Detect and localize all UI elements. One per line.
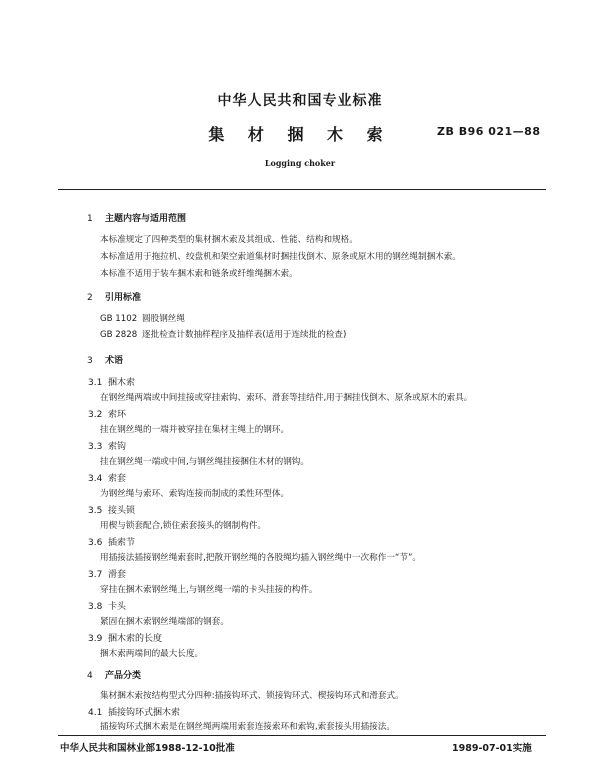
term-definition: 穿挂在捆木索钢丝绳上,与钢丝绳一端的卡头挂接的构件。 xyxy=(100,585,318,595)
approval-note: 中华人民共和国林业部1988-12-10批准 xyxy=(60,743,235,754)
term-definition: 挂在钢丝绳的一端并被穿挂在集材主绳上的钢环。 xyxy=(100,425,290,435)
paragraph: 本标准不适用于装车捆木索和链条或纤维绳捆木索。 xyxy=(100,269,298,279)
term-number: 3.5 xyxy=(88,506,103,516)
term-heading xyxy=(88,375,135,388)
reference-text: 逐批检查计数抽样程序及抽样表(适用于连续批的检查) xyxy=(142,330,347,340)
section-title: 术语 xyxy=(105,356,124,366)
term-number: 3.8 xyxy=(88,602,103,612)
reference-code: GB 2828 xyxy=(100,330,138,340)
section-2-heading xyxy=(87,290,141,303)
term-number: 3.9 xyxy=(88,634,103,644)
section-title: 主题内容与适用范围 xyxy=(105,214,187,224)
term-number: 3.6 xyxy=(88,538,103,548)
term-name: 捆木索的长度 xyxy=(108,634,163,644)
term-number: 3.3 xyxy=(88,442,103,452)
term-heading xyxy=(88,631,162,644)
paragraph: 本标准适用于拖拉机、绞盘机和架空索道集材时捆挂伐倒木、原条或原木用的钢丝绳制捆木索。 xyxy=(100,252,461,262)
footer-divider xyxy=(58,735,546,736)
section-4-heading xyxy=(87,668,141,681)
term-definition: 用插接法插接钢丝绳索套时,把散开钢丝绳的各股绳均插入钢丝绳中一次称作一“节”。 xyxy=(100,553,422,563)
term-definition: 紧固在捆木索钢丝绳端部的钢套。 xyxy=(100,617,229,627)
header-divider xyxy=(58,189,546,190)
document-title: 集 材 捆 木 索 xyxy=(208,125,392,144)
section-1-heading xyxy=(87,211,186,224)
effective-date: 1989-07-01实施 xyxy=(452,743,532,754)
term-name: 索环 xyxy=(108,410,127,420)
section-number: 1 xyxy=(87,214,93,224)
term-heading xyxy=(88,599,126,612)
term-definition: 挂在钢丝绳一端或中间,与钢丝绳挂接捆住木材的钢钩。 xyxy=(100,457,309,467)
subsection-heading xyxy=(88,705,180,718)
reference-item xyxy=(100,328,346,340)
paragraph: 本标准规定了四种类型的集材捆木索及其组成、性能、结构和规格。 xyxy=(100,235,358,245)
term-heading xyxy=(88,407,126,420)
term-definition: 在钢丝绳两端或中间挂接或穿挂索钩、索环、滑套等挂结件,用于捆挂伐倒木、原条或原木的索具。 xyxy=(100,393,473,403)
section-3-heading xyxy=(87,353,123,366)
term-heading xyxy=(88,535,135,548)
term-definition: 用楔与锁套配合,锁住索套接头的钢制构件。 xyxy=(100,521,267,531)
term-number: 3.1 xyxy=(88,378,103,388)
term-definition: 为钢丝绳与索环、索钩连接而制成的柔性环型体。 xyxy=(100,489,290,499)
term-name: 索套 xyxy=(108,474,127,484)
term-name: 插索节 xyxy=(108,538,136,548)
standard-category: 中华人民共和国专业标准 xyxy=(217,93,383,109)
term-heading xyxy=(88,439,126,452)
term-heading xyxy=(88,567,126,580)
section-number: 3 xyxy=(87,356,93,366)
paragraph: 集材捆木索按结构型式分四种:插接钩环式、锁接钩环式、楔接钩环式和滑套式。 xyxy=(100,691,404,701)
term-name: 索钩 xyxy=(108,442,127,452)
subsection-title: 插接钩环式捆木索 xyxy=(108,708,181,718)
term-heading xyxy=(88,471,126,484)
reference-text: 圆股钢丝绳 xyxy=(142,314,185,324)
term-number: 3.7 xyxy=(88,570,103,580)
section-number: 2 xyxy=(87,293,93,303)
standard-code: ZB B96 021—88 xyxy=(437,125,541,138)
section-title: 引用标准 xyxy=(105,293,142,303)
term-number: 3.2 xyxy=(88,410,103,420)
section-number: 4 xyxy=(87,671,93,681)
subsection-number: 4.1 xyxy=(88,708,103,718)
term-definition: 捆木索两端间的最大长度。 xyxy=(100,649,204,659)
term-name: 接头锁 xyxy=(108,506,136,516)
term-name: 卡头 xyxy=(108,602,127,612)
term-name: 滑套 xyxy=(108,570,127,580)
term-name: 捆木索 xyxy=(108,378,136,388)
term-number: 3.4 xyxy=(88,474,103,484)
reference-item xyxy=(100,312,185,324)
reference-code: GB 1102 xyxy=(100,314,138,324)
english-title: Logging choker xyxy=(264,158,336,168)
section-title: 产品分类 xyxy=(105,671,142,681)
paragraph: 插接钩环式捆木索是在钢丝绳两端用索套连接索环和索钩,索套接头用插接法。 xyxy=(100,722,395,732)
term-heading xyxy=(88,503,135,516)
